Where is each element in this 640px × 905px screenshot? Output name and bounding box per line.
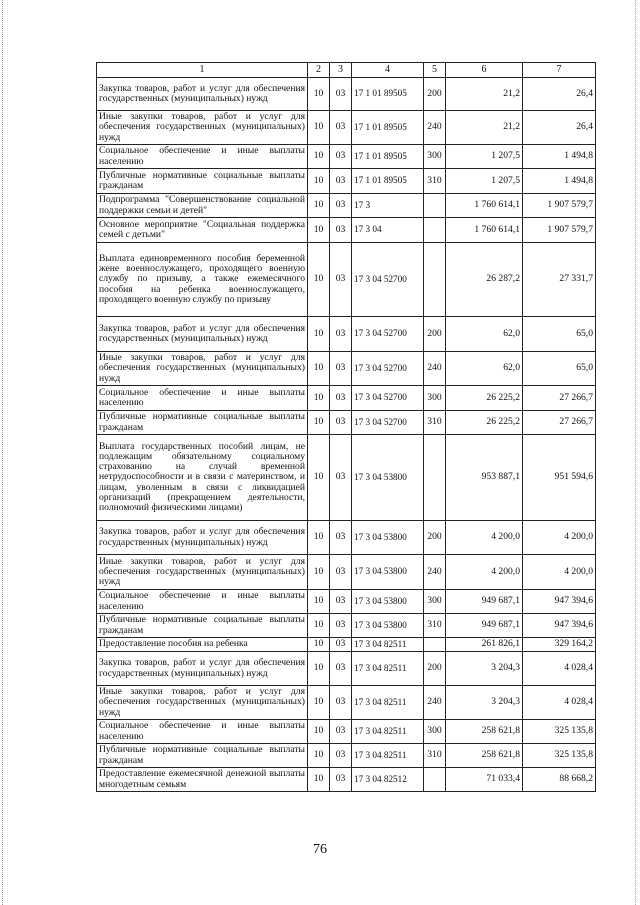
- row-expense-type: 300: [424, 590, 446, 614]
- row-amount-year1: 953 887,1: [446, 435, 523, 521]
- row-description: Закупка товаров, работ и услуг для обеспечения государственных (муниципальных) нужд: [97, 521, 308, 555]
- row-target-code: 17 3 04: [352, 218, 424, 243]
- row-section: 10: [308, 352, 330, 386]
- row-section: 10: [308, 435, 330, 521]
- row-description: Закупка товаров, работ и услуг для обеспечения государственных (муниципальных) нужд: [97, 652, 308, 686]
- table-row: [97, 652, 596, 686]
- row-subsection: 03: [330, 590, 352, 614]
- row-expense-type: 240: [424, 111, 446, 145]
- row-amount-year2: 4 028,4: [523, 686, 596, 720]
- row-amount-year2: 947 394,6: [523, 590, 596, 614]
- row-subsection: 03: [330, 145, 352, 169]
- row-subsection: 03: [330, 555, 352, 590]
- row-description: Закупка товаров, работ и услуг для обеспечения государственных (муниципальных) нужд: [97, 317, 308, 352]
- row-expense-type: 300: [424, 386, 446, 411]
- row-amount-year1: 1 207,5: [446, 145, 523, 169]
- row-amount-year1: 21,2: [446, 111, 523, 145]
- table-row: [97, 638, 596, 652]
- row-amount-year2: 1 494,8: [523, 169, 596, 194]
- row-section: 10: [308, 317, 330, 352]
- row-amount-year1: 71 033,4: [446, 768, 523, 792]
- row-target-code: 17 3 04 82511: [352, 720, 424, 744]
- table-row: [97, 768, 596, 792]
- row-amount-year2: 951 594,6: [523, 435, 596, 521]
- row-section: 10: [308, 78, 330, 111]
- page-number: 76: [313, 842, 327, 857]
- table-row: [97, 590, 596, 614]
- table-row: [97, 111, 596, 145]
- row-amount-year1: 21,2: [446, 78, 523, 111]
- scan-edge-right: [635, 0, 637, 905]
- row-section: 10: [308, 652, 330, 686]
- row-amount-year1: 261 826,1: [446, 638, 523, 652]
- row-expense-type: [424, 638, 446, 652]
- row-amount-year1: 258 621,8: [446, 744, 523, 768]
- row-section: 10: [308, 243, 330, 317]
- row-expense-type: 310: [424, 614, 446, 638]
- row-description: Иные закупки товаров, работ и услуг для обеспечения государственных (муниципальных) нужд: [97, 555, 308, 590]
- row-amount-year2: 947 394,6: [523, 614, 596, 638]
- row-description: Иные закупки товаров, работ и услуг для обеспечения государственных (муниципальных) нужд: [97, 686, 308, 720]
- table-row: [97, 352, 596, 386]
- row-amount-year1: 26 225,2: [446, 386, 523, 411]
- row-description: Подпрограмма "Совершенствование социальной поддержки семьи и детей": [97, 194, 308, 218]
- row-expense-type: 240: [424, 555, 446, 590]
- row-expense-type: [424, 194, 446, 218]
- row-section: 10: [308, 194, 330, 218]
- row-description: Публичные нормативные социальные выплаты гражданам: [97, 169, 308, 194]
- row-subsection: 03: [330, 744, 352, 768]
- table-row: [97, 521, 596, 555]
- row-target-code: 17 1 01 89505: [352, 169, 424, 194]
- row-section: 10: [308, 590, 330, 614]
- row-subsection: 03: [330, 638, 352, 652]
- row-amount-year2: 329 164,2: [523, 638, 596, 652]
- row-amount-year2: 1 907 579,7: [523, 218, 596, 243]
- row-description: Предоставление пособия на ребенка: [97, 638, 308, 652]
- row-expense-type: 300: [424, 145, 446, 169]
- row-amount-year2: 27 331,7: [523, 243, 596, 317]
- row-subsection: 03: [330, 768, 352, 792]
- row-description: Закупка товаров, работ и услуг для обеспечения государственных (муниципальных) нужд: [97, 78, 308, 111]
- row-description: Публичные нормативные социальные выплаты гражданам: [97, 744, 308, 768]
- row-target-code: 17 3 04 52700: [352, 243, 424, 317]
- table-row: [97, 386, 596, 411]
- row-amount-year2: 325 135,8: [523, 744, 596, 768]
- row-section: 10: [308, 411, 330, 435]
- row-description: Иные закупки товаров, работ и услуг для обеспечения государственных (муниципальных) нужд: [97, 352, 308, 386]
- table-row: [97, 218, 596, 243]
- row-section: 10: [308, 111, 330, 145]
- row-subsection: 03: [330, 435, 352, 521]
- row-description: Социальное обеспечение и иные выплаты населению: [97, 720, 308, 744]
- row-subsection: 03: [330, 614, 352, 638]
- table-row: [97, 169, 596, 194]
- row-amount-year1: 949 687,1: [446, 590, 523, 614]
- table-row: [97, 720, 596, 744]
- row-description: Социальное обеспечение и иные выплаты населению: [97, 145, 308, 169]
- row-expense-type: 200: [424, 652, 446, 686]
- row-amount-year1: 26 225,2: [446, 411, 523, 435]
- row-section: 10: [308, 720, 330, 744]
- row-target-code: 17 3 04 82511: [352, 652, 424, 686]
- row-amount-year1: 1 207,5: [446, 169, 523, 194]
- row-description: Социальное обеспечение и иные выплаты населению: [97, 590, 308, 614]
- row-target-code: 17 1 01 89505: [352, 145, 424, 169]
- table-row: [97, 243, 596, 317]
- row-subsection: 03: [330, 317, 352, 352]
- row-description: Публичные нормативные социальные выплаты гражданам: [97, 614, 308, 638]
- row-expense-type: 240: [424, 686, 446, 720]
- row-amount-year2: 1 907 579,7: [523, 194, 596, 218]
- table-row: [97, 78, 596, 111]
- header-col-5: 5: [424, 63, 446, 78]
- row-subsection: 03: [330, 243, 352, 317]
- row-expense-type: [424, 218, 446, 243]
- budget-table: [96, 62, 596, 792]
- row-target-code: 17 3 04 53800: [352, 521, 424, 555]
- row-section: 10: [308, 638, 330, 652]
- header-col-3: 3: [330, 63, 352, 78]
- table-row: [97, 194, 596, 218]
- row-amount-year1: 62,0: [446, 317, 523, 352]
- row-subsection: 03: [330, 411, 352, 435]
- row-amount-year1: 4 200,0: [446, 521, 523, 555]
- row-amount-year1: 4 200,0: [446, 555, 523, 590]
- row-section: 10: [308, 145, 330, 169]
- row-expense-type: [424, 768, 446, 792]
- row-target-code: 17 3 04 53800: [352, 614, 424, 638]
- row-amount-year1: 1 760 614,1: [446, 194, 523, 218]
- row-subsection: 03: [330, 521, 352, 555]
- row-target-code: 17 3 04 53800: [352, 555, 424, 590]
- row-amount-year2: 4 200,0: [523, 555, 596, 590]
- row-amount-year1: 949 687,1: [446, 614, 523, 638]
- header-col-4: 4: [352, 63, 424, 78]
- row-description: Социальное обеспечение и иные выплаты населению: [97, 386, 308, 411]
- row-target-code: 17 3: [352, 194, 424, 218]
- row-expense-type: [424, 243, 446, 317]
- row-description: Иные закупки товаров, работ и услуг для обеспечения государственных (муниципальных) нужд: [97, 111, 308, 145]
- row-expense-type: 200: [424, 521, 446, 555]
- table-row: [97, 435, 596, 521]
- row-subsection: 03: [330, 352, 352, 386]
- row-subsection: 03: [330, 652, 352, 686]
- row-amount-year1: 3 204,3: [446, 652, 523, 686]
- row-description: Выплата государственных пособий лицам, не подлежащим обязательному социальному страхованию на случай временной нетрудоспособности и в связи с материнством, и лицам, уволенным в связи с ликвидацией организаций (прекращением деятельности, полномочий физическими лицами): [97, 435, 308, 521]
- table-row: [97, 317, 596, 352]
- row-amount-year1: 26 287,2: [446, 243, 523, 317]
- scan-edge-left: [2, 0, 4, 905]
- header-col-7: 7: [523, 63, 596, 78]
- table-row: [97, 686, 596, 720]
- row-description: Публичные нормативные социальные выплаты гражданам: [97, 411, 308, 435]
- header-col-6: 6: [446, 63, 523, 78]
- row-amount-year2: 26,4: [523, 111, 596, 145]
- table-row: [97, 411, 596, 435]
- row-target-code: 17 3 04 52700: [352, 317, 424, 352]
- row-amount-year2: 88 668,2: [523, 768, 596, 792]
- row-subsection: 03: [330, 218, 352, 243]
- table-header-row: [97, 63, 596, 78]
- row-description: Предоставление ежемесячной денежной выплаты многодетным семьям: [97, 768, 308, 792]
- row-section: 10: [308, 744, 330, 768]
- row-target-code: 17 1 01 89505: [352, 78, 424, 111]
- row-amount-year2: 4 200,0: [523, 521, 596, 555]
- table-row: [97, 555, 596, 590]
- row-amount-year2: 325 135,8: [523, 720, 596, 744]
- row-section: 10: [308, 555, 330, 590]
- row-section: 10: [308, 521, 330, 555]
- row-target-code: 17 3 04 53800: [352, 590, 424, 614]
- row-amount-year2: 1 494,8: [523, 145, 596, 169]
- row-amount-year2: 65,0: [523, 317, 596, 352]
- row-target-code: 17 1 01 89505: [352, 111, 424, 145]
- row-expense-type: [424, 435, 446, 521]
- row-target-code: 17 3 04 52700: [352, 352, 424, 386]
- row-section: 10: [308, 169, 330, 194]
- row-amount-year1: 1 760 614,1: [446, 218, 523, 243]
- row-description: Основное мероприятие "Социальная поддержка семей с детьми": [97, 218, 308, 243]
- row-expense-type: 200: [424, 78, 446, 111]
- row-amount-year2: 27 266,7: [523, 386, 596, 411]
- row-target-code: 17 3 04 82511: [352, 638, 424, 652]
- row-expense-type: 240: [424, 352, 446, 386]
- table-row: [97, 145, 596, 169]
- row-expense-type: 310: [424, 411, 446, 435]
- row-expense-type: 310: [424, 169, 446, 194]
- row-expense-type: 200: [424, 317, 446, 352]
- row-subsection: 03: [330, 686, 352, 720]
- row-subsection: 03: [330, 720, 352, 744]
- row-amount-year2: 65,0: [523, 352, 596, 386]
- row-description: Выплата единовременного пособия беременной жене военнослужащего, проходящего военную службу по призыву, а также ежемесячного пособия на ребенка военнослужащего, проходящего военную службу по призыву: [97, 243, 308, 317]
- header-col-2: 2: [308, 63, 330, 78]
- row-amount-year2: 26,4: [523, 78, 596, 111]
- row-amount-year1: 3 204,3: [446, 686, 523, 720]
- row-subsection: 03: [330, 111, 352, 145]
- row-target-code: 17 3 04 53800: [352, 435, 424, 521]
- header-col-1: 1: [97, 63, 308, 78]
- row-amount-year1: 258 621,8: [446, 720, 523, 744]
- table-body: [97, 78, 596, 792]
- row-amount-year2: 4 028,4: [523, 652, 596, 686]
- row-expense-type: 310: [424, 744, 446, 768]
- row-subsection: 03: [330, 386, 352, 411]
- row-section: 10: [308, 386, 330, 411]
- row-target-code: 17 3 04 82511: [352, 744, 424, 768]
- row-target-code: 17 3 04 82511: [352, 686, 424, 720]
- row-target-code: 17 3 04 52700: [352, 386, 424, 411]
- row-amount-year2: 27 266,7: [523, 411, 596, 435]
- row-subsection: 03: [330, 194, 352, 218]
- row-section: 10: [308, 686, 330, 720]
- row-section: 10: [308, 218, 330, 243]
- row-subsection: 03: [330, 78, 352, 111]
- row-section: 10: [308, 614, 330, 638]
- row-amount-year1: 62,0: [446, 352, 523, 386]
- table-row: [97, 744, 596, 768]
- row-section: 10: [308, 768, 330, 792]
- table-row: [97, 614, 596, 638]
- row-expense-type: 300: [424, 720, 446, 744]
- row-subsection: 03: [330, 169, 352, 194]
- row-target-code: 17 3 04 82512: [352, 768, 424, 792]
- row-target-code: 17 3 04 52700: [352, 411, 424, 435]
